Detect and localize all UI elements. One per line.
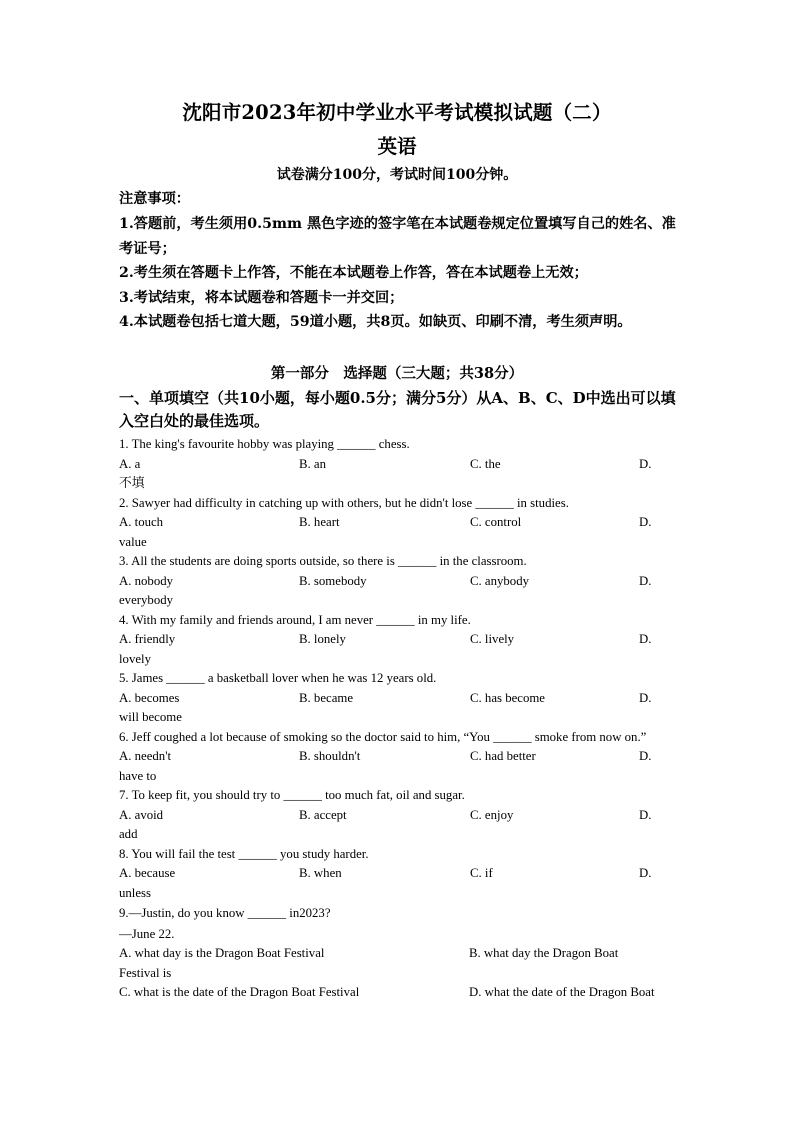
option-c: C. had better [470,749,536,763]
question-stem: 8. You will fail the test ______ you study harder. [119,846,369,861]
section-heading: 一、单项填空（共10小题，每小题0.5分；满分5分）从A、B、C、D中选出可以填入空白处的最佳选项。 [119,389,676,430]
options-row [119,630,679,650]
option-d-text: value [119,534,147,549]
question-stem: 6. Jeff coughed a lot because of smoking so the doctor said to him, “You ______ smoke from now on.” [119,729,647,744]
options-row [119,513,679,533]
options-row [119,572,679,592]
option-d: D. [639,515,652,529]
notes-heading: 注意事项： [119,191,190,207]
options-row [119,747,679,767]
question-1 [119,435,679,494]
option-d: D. [639,690,652,705]
option-a: A. needn't [119,749,172,763]
question-9 [119,903,679,1003]
part-heading: 第一部分 选择题（三大题；共38分） [270,365,524,382]
option-a: A. what day is the Dragon Boat Festival [119,946,325,960]
question-7 [119,786,679,845]
option-d: D. [639,573,652,588]
question-stem: 9.—Justin, do you know ______ in2023? [119,906,331,920]
option-d: D. [639,749,652,763]
option-a: A. becomes [119,690,180,705]
option-d-text: everybody [119,593,174,607]
option-a: A. touch [119,515,164,529]
option-d: D. what the date of the Dragon Boat [469,985,655,999]
question-3 [119,552,679,611]
subject-title: 英语 [377,135,417,158]
question-6 [119,728,679,787]
option-d-text: have to [119,768,157,783]
option-c: C. enjoy [470,807,514,822]
question-5 [119,669,679,728]
note-item: 4.本试题卷包括七道大题，59道小题，共8页。如缺页、印刷不清，考生须声明。 [119,314,632,330]
option-d-text: add [119,827,138,841]
option-b: B. accept [299,807,347,822]
option-d-text: 不填 [119,476,145,490]
notes-list [119,212,679,335]
exam-title: 沈阳市2023年初中学业水平考试模拟试题（二） [182,101,612,124]
option-b: B. what day the Dragon Boat [469,946,619,960]
question-2 [119,494,679,553]
option-b: B. shouldn't [299,749,361,763]
option-d-text: lovely [119,651,151,666]
option-b: B. became [299,690,354,705]
option-d: D. [639,807,652,822]
question-stem: 4. With my family and friends around, I am never ______ in my life. [119,612,471,627]
note-item: 1.答题前，考生须用0.5mm 黑色字迹的签字笔在本试题卷规定位置填写自己的姓名、准考证号； [119,216,676,257]
note-item: 2.考生须在答题卡上作答，不能在本试题卷上作答，答在本试题卷上无效； [119,265,588,281]
question-8 [119,845,679,904]
option-d-text: unless [119,885,151,900]
options-row [119,806,679,826]
option-d: D. [639,866,652,880]
question-answer: —June 22. [119,926,175,941]
option-b: B. somebody [299,573,367,588]
option-c: C. has become [470,690,545,705]
question-4 [119,611,679,670]
option-c: C. the [470,456,501,471]
option-a: A. because [119,866,176,880]
option-c: C. if [470,866,493,880]
option-d-text: will become [119,710,182,724]
options-row [119,455,679,475]
question-stem: 7. To keep fit, you should try to ______ too much fat, oil and sugar. [119,788,465,802]
option-c: C. anybody [470,573,530,588]
question-stem: 1. The king's favourite hobby was playing ______ chess. [119,437,410,451]
option-b: B. heart [299,515,340,529]
exam-info: 试卷满分100分，考试时间100分钟。 [276,167,518,183]
option-b: B. an [299,456,327,471]
option-a: A. friendly [119,632,176,646]
option-b: B. when [299,866,342,880]
note-item: 3.考试结束，将本试题卷和答题卡一并交回； [119,289,404,306]
question-stem: 5. James ______ a basketball lover when he was 12 years old. [119,671,437,685]
option-a: A. a [119,456,141,471]
options-row [119,983,679,1003]
option-a: A. avoid [119,807,164,822]
question-stem: 2. Sawyer had difficulty in catching up with others, but he didn't lose ______ in studies. [119,495,569,510]
option-b: B. lonely [299,632,346,646]
options-row [119,864,679,884]
option-b-wrap: Festival is [119,965,172,980]
option-d: D. [639,632,652,646]
option-d: D. [639,456,652,471]
option-a: A. nobody [119,573,174,588]
options-row [119,689,679,709]
option-c: C. lively [470,632,515,646]
questions-list [119,435,679,1003]
option-c: C. what is the date of the Dragon Boat Festival [119,985,360,999]
option-c: C. control [470,515,522,529]
question-stem: 3. All the students are doing sports outside, so there is ______ in the classroom. [119,554,527,568]
options-row [119,944,679,964]
